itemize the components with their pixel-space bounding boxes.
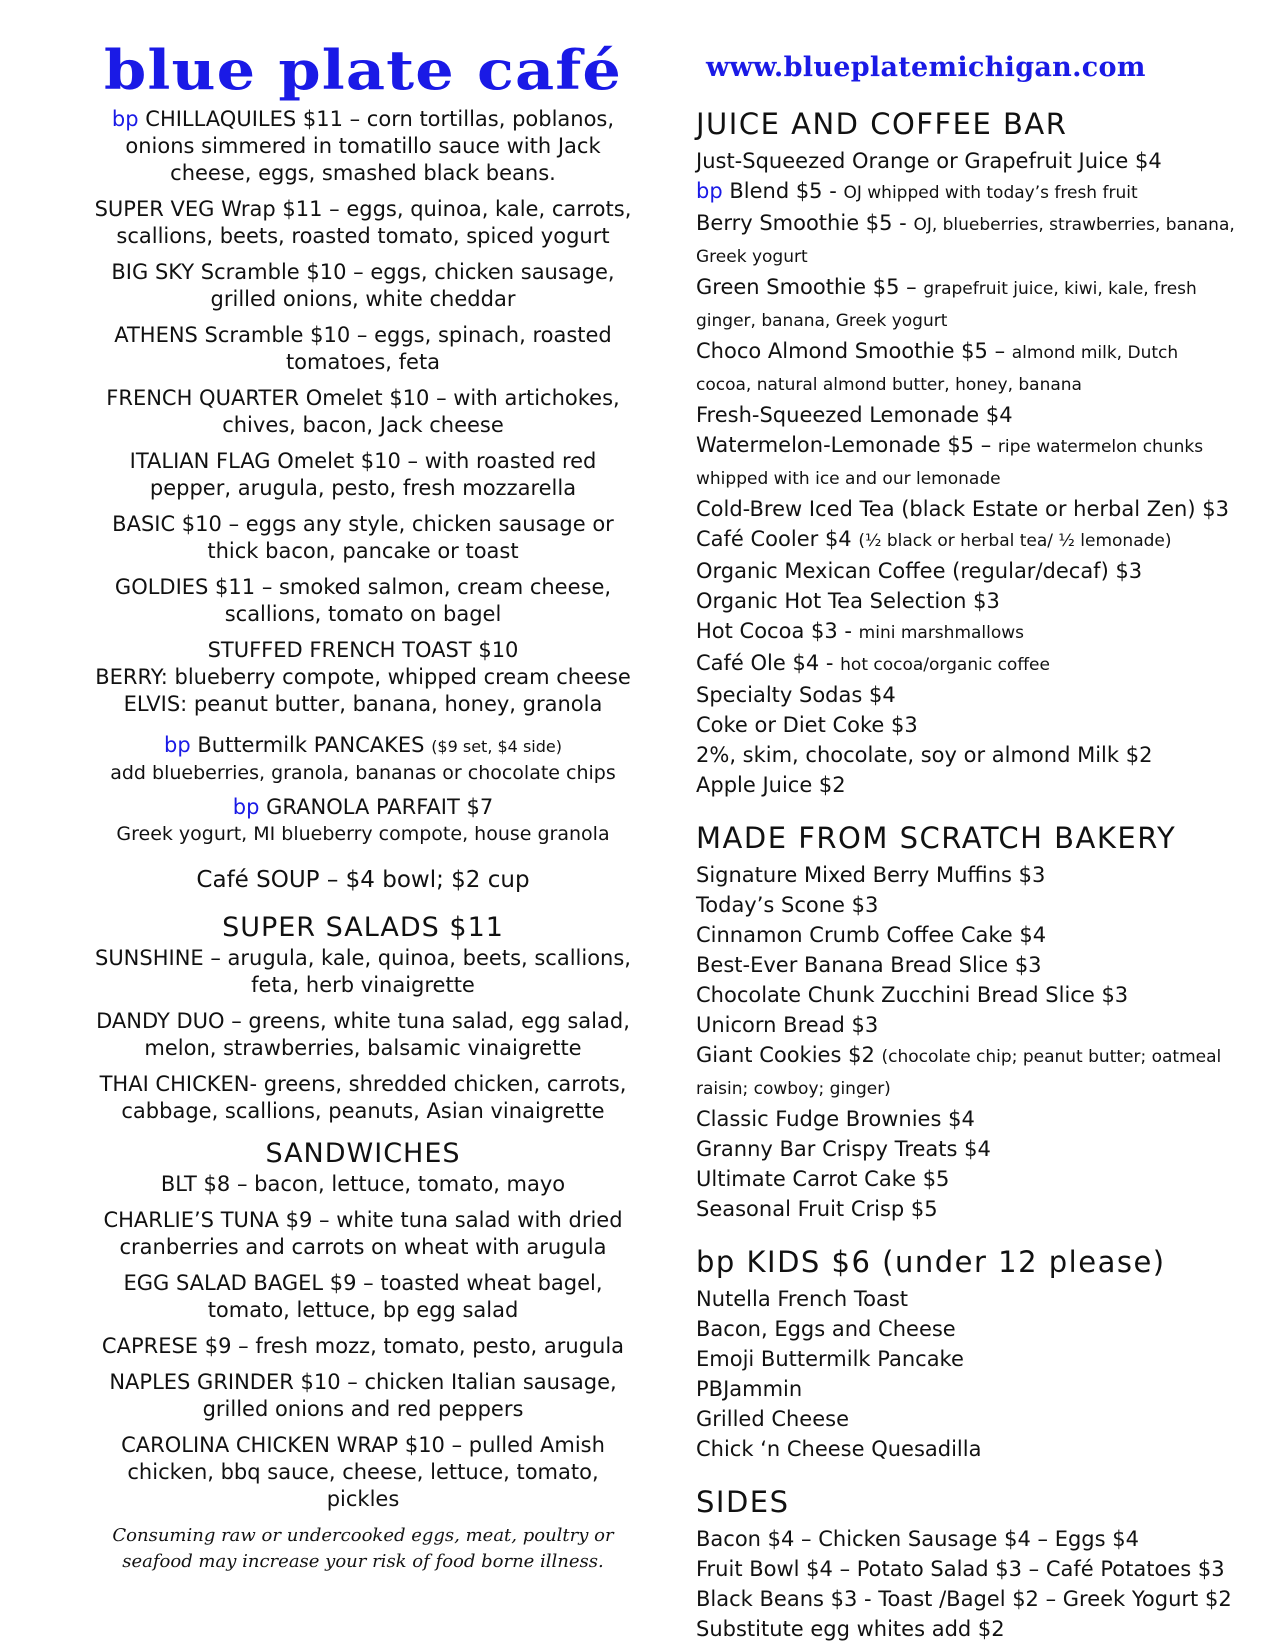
pancakes [88, 732, 638, 786]
right-column [696, 40, 1236, 1644]
sides-item: Fruit Bowl $4 – Potato Salad $3 – Café Potatoes $3 [696, 1557, 1225, 1581]
bakery-item-name: Cinnamon Crumb Coffee Cake $4 [696, 923, 1047, 947]
menu-item: BIG SKY Scramble $10 – eggs, chicken sausage, grilled onions, white cheddar [111, 260, 615, 311]
sandwich-item: EGG SALAD BAGEL $9 – toasted wheat bagel, tomato, lettuce, bp egg salad [123, 1271, 603, 1322]
bakery-item [696, 1164, 1236, 1194]
juice-bar-title: JUICE AND COFFEE BAR [696, 107, 1068, 141]
sides-title: SIDES [696, 1485, 790, 1519]
bakery-item-name: Chocolate Chunk Zucchini Bread Slice $3 [696, 983, 1129, 1007]
sides-item: Substitute egg whites add $2 [696, 1617, 1005, 1641]
bakery-item [696, 1104, 1236, 1134]
kids-item: Grilled Cheese [696, 1407, 850, 1431]
juice-item [696, 176, 1236, 208]
juice-item-name: Cold-Brew Iced Tea (black Estate or herbal Zen) $3 [696, 497, 1229, 521]
salad-item: SUNSHINE – arugula, kale, quinoa, beets, scallions, feta, herb vinaigrette [94, 946, 631, 997]
bakery-item-name: Today’s Scone $3 [696, 893, 879, 917]
kids-item: Nutella French Toast [696, 1287, 909, 1311]
stuffed-berry: BERRY: blueberry compote, whipped cream cheese [95, 665, 631, 689]
bakery-item-name: Giant Cookies $2 [696, 1043, 882, 1067]
stuffed-title: STUFFED FRENCH TOAST $10 [207, 638, 519, 662]
juice-item-name: Café Ole $4 - [696, 651, 841, 675]
menu-item-text: CHILLAQUILES $11 – corn tortillas, poblanos, onions simmered in tomatillo sauce with Jack cheese, eggs, smashed black beans. [125, 107, 615, 185]
bakery-title: MADE FROM SCRATCH BAKERY [696, 821, 1177, 855]
food-safety-warning: Consuming raw or undercooked eggs, meat, poultry or seafood may increase your risk of food borne illness. [112, 1525, 614, 1572]
juice-item [696, 648, 1236, 680]
juice-item [696, 400, 1236, 430]
sandwich-item: BLT $8 – bacon, lettuce, tomato, mayo [160, 1172, 566, 1196]
juice-item [696, 586, 1236, 616]
juice-item [696, 770, 1236, 800]
kids-item: PBJammin [696, 1377, 803, 1401]
bakery-item [696, 950, 1236, 980]
juice-item-name: Choco Almond Smoothie $5 – [696, 339, 1012, 363]
parfait-name: GRANOLA PARFAIT $7 [266, 795, 494, 819]
juice-item-name: Blend $5 - [722, 179, 844, 203]
juice-item-desc: mini marshmallows [858, 623, 1025, 643]
bakery-item-name: Best-Ever Banana Bread Slice $3 [696, 953, 1042, 977]
bakery-item [696, 920, 1236, 950]
juice-item-desc: almond milk, Dutch cocoa, natural almond butter, honey, banana [696, 343, 1179, 395]
bp-mark: bp [696, 179, 723, 203]
juice-item-desc: ripe watermelon chunks whipped with ice and our lemonade [696, 437, 1204, 489]
juice-item [696, 680, 1236, 710]
parfait-desc: Greek yogurt, MI blueberry compote, house granola [116, 823, 610, 845]
salad-item: THAI CHICKEN- greens, shredded chicken, carrots, cabbage, scallions, peanuts, Asian vinaigrette [99, 1072, 627, 1123]
kids-item: Chick ‘n Cheese Quesadilla [696, 1437, 982, 1461]
kids-title: bp KIDS $6 (under 12 please) [696, 1245, 1166, 1279]
bakery-item [696, 1194, 1236, 1224]
kids-item: Bacon, Eggs and Cheese [696, 1317, 956, 1341]
menu-item: GOLDIES $11 – smoked salmon, cream cheese, scallions, tomato on bagel [114, 575, 612, 626]
juice-item [696, 616, 1236, 648]
bakery-item [696, 890, 1236, 920]
sandwich-item: CAPRESE $9 – fresh mozz, tomato, pesto, arugula [101, 1334, 625, 1358]
juice-item-name: Green Smoothie $5 – [696, 275, 924, 299]
juice-item [696, 430, 1236, 494]
left-column [88, 40, 638, 1575]
juice-bar-list [696, 146, 1236, 800]
juice-item [696, 494, 1236, 524]
kids-list [696, 1284, 1236, 1464]
juice-item [696, 524, 1236, 556]
bakery-item [696, 1134, 1236, 1164]
stuffed-elvis: ELVIS: peanut butter, banana, honey, granola [123, 692, 603, 716]
bp-mark: bp [232, 795, 260, 819]
juice-item-name: 2%, skim, chocolate, soy or almond Milk $2 [696, 743, 1153, 767]
bakery-item [696, 980, 1236, 1010]
bp-mark: bp [111, 107, 139, 131]
sandwich-item: NAPLES GRINDER $10 – chicken Italian sausage, grilled onions and red peppers [109, 1370, 617, 1421]
bakery-item-name: Ultimate Carrot Cake $5 [696, 1167, 950, 1191]
kids-item: Emoji Buttermilk Pancake [696, 1347, 964, 1371]
pancakes-desc: add blueberries, granola, bananas or chocolate chips [110, 762, 616, 784]
parfait [88, 794, 638, 847]
bakery-item [696, 860, 1236, 890]
juice-item-name: Specialty Sodas $4 [696, 683, 896, 707]
menu-item: ITALIAN FLAG Omelet $10 – with roasted red pepper, arugula, pesto, fresh mozzarella [129, 449, 597, 500]
sides-item: Bacon $4 – Chicken Sausage $4 – Eggs $4 [696, 1527, 1139, 1551]
juice-item [696, 740, 1236, 770]
juice-item-desc: (½ black or herbal tea/ ½ lemonade) [858, 531, 1172, 551]
juice-item-name: Fresh-Squeezed Lemonade $4 [696, 403, 1013, 427]
juice-item-desc: OJ whipped with today’s fresh fruit [843, 183, 1138, 203]
bakery-item-name: Seasonal Fruit Crisp $5 [696, 1197, 938, 1221]
salads-title: SUPER SALADS $11 [222, 912, 504, 943]
juice-item-name: Hot Cocoa $3 - [696, 619, 859, 643]
juice-item-desc: hot cocoa/organic coffee [840, 655, 1050, 675]
juice-item-name: Watermelon-Lemonade $5 – [696, 433, 998, 457]
sides-item: Black Beans $3 - Toast /Bagel $2 – Greek Yogurt $2 [696, 1587, 1232, 1611]
juice-item-name: Coke or Diet Coke $3 [696, 713, 918, 737]
juice-item-desc: grapefruit juice, kiwi, kale, fresh ginger, banana, Greek yogurt [696, 279, 1197, 331]
bakery-item [696, 1040, 1236, 1104]
juice-item-name: Apple Juice $2 [696, 773, 846, 797]
bakery-item-name: Granny Bar Crispy Treats $4 [696, 1137, 991, 1161]
juice-item [696, 556, 1236, 586]
salad-item: DANDY DUO – greens, white tuna salad, egg salad, melon, strawberries, balsamic vinaigrette [96, 1009, 630, 1060]
menu-item [88, 106, 638, 187]
sides-list [696, 1524, 1236, 1644]
bakery-item-name: Signature Mixed Berry Muffins $3 [696, 863, 1046, 887]
sandwich-item: CAROLINA CHICKEN WRAP $10 – pulled Amish chicken, bbq sauce, cheese, lettuce, tomato, pickles [121, 1433, 605, 1511]
bp-mark: bp [164, 733, 191, 757]
soup: Café SOUP – $4 bowl; $2 cup [196, 867, 530, 893]
juice-item-name: Café Cooler $4 [696, 527, 859, 551]
juice-item [696, 710, 1236, 740]
bakery-item-name: Classic Fudge Brownies $4 [696, 1107, 975, 1131]
website-link[interactable]: www.blueplatemichigan.com [706, 52, 1146, 83]
menu-item: ATHENS Scramble $10 – eggs, spinach, roasted tomatoes, feta [114, 323, 612, 374]
pancakes-name: Buttermilk PANCAKES [197, 733, 425, 757]
pancakes-note: ($9 set, $4 side) [431, 737, 562, 756]
menu-item: SUPER VEG Wrap $11 – eggs, quinoa, kale, carrots, scallions, beets, roasted tomato, spiced yogurt [94, 197, 632, 248]
juice-item [696, 336, 1236, 400]
sandwiches-title: SANDWICHES [265, 1138, 461, 1169]
sandwich-item: CHARLIE’S TUNA $9 – white tuna salad with dried cranberries and carrots on wheat with arugula [103, 1208, 623, 1259]
bakery-item [696, 1010, 1236, 1040]
juice-item [696, 272, 1236, 336]
juice-item [696, 146, 1236, 176]
juice-item-name: Just-Squeezed Orange or Grapefruit Juice $4 [696, 149, 1162, 173]
juice-item-name: Berry Smoothie $5 - [696, 211, 914, 235]
bakery-item-name: Unicorn Bread $3 [696, 1013, 879, 1037]
bakery-item-desc: (chocolate chip; peanut butter; oatmeal raisin; cowboy; ginger) [696, 1047, 1222, 1099]
juice-item-name: Organic Mexican Coffee (regular/decaf) $3 [696, 559, 1143, 583]
bakery-list [696, 860, 1236, 1224]
brand-title: blue plate café [103, 38, 623, 102]
stuffed-french-toast [88, 637, 638, 718]
juice-item-desc: OJ, blueberries, strawberries, banana, Greek yogurt [696, 215, 1235, 267]
juice-item-name: Organic Hot Tea Selection $3 [696, 589, 1000, 613]
menu-item: FRENCH QUARTER Omelet $10 – with artichokes, chives, bacon, Jack cheese [106, 386, 620, 437]
juice-item [696, 208, 1236, 272]
menu-item: BASIC $10 – eggs any style, chicken sausage or thick bacon, pancake or toast [112, 512, 614, 563]
